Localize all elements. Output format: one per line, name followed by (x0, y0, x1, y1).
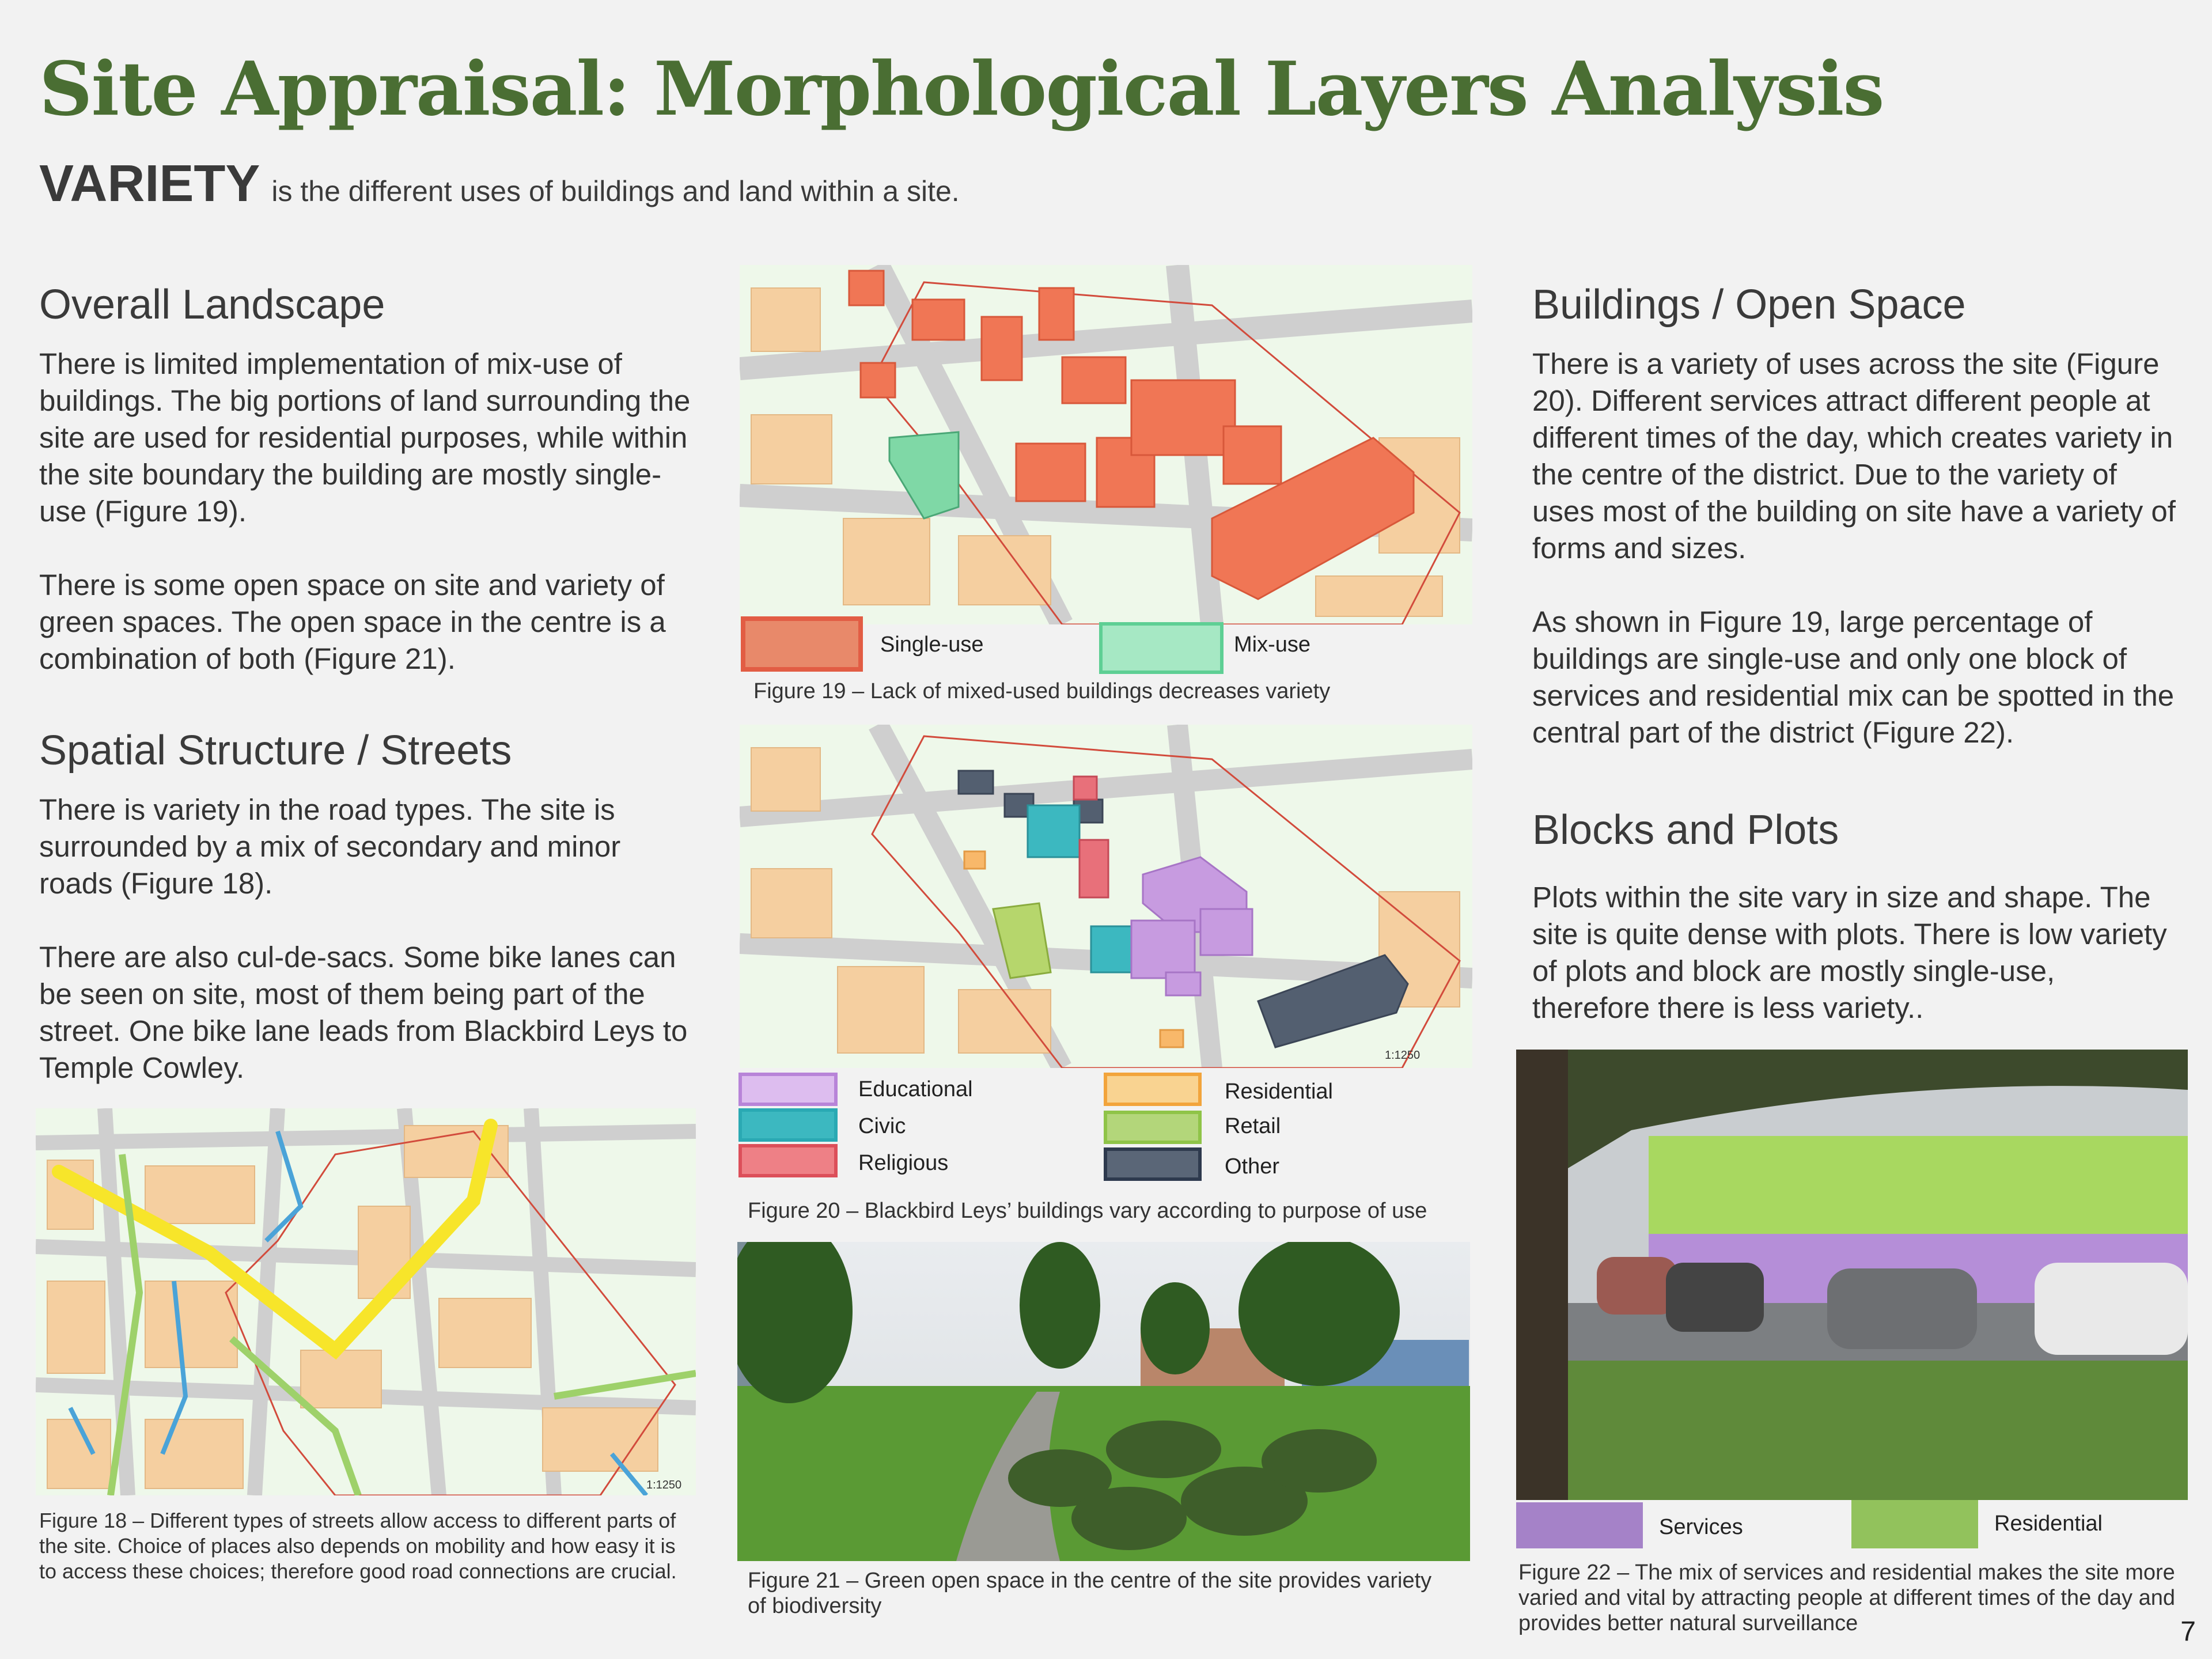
spatial-p1: There is variety in the road types. The site is surrounded by a mix of secondary and minor roads (Figure 18). (39, 793, 621, 900)
figure-21-caption: Figure 21 – Green open space in the centre of the site provides variety of biodiversity (748, 1569, 1432, 1618)
fig22-swatch-services (1516, 1502, 1643, 1548)
blocks-p1: Plots within the site vary in size and shape. The site is quite dense with plots. There is low variety of plots and block are mostly single-use, therefore there is less variety.. (1532, 881, 2167, 1024)
fig20-label-religious: Religious (858, 1151, 949, 1175)
blocks-plots-heading: Blocks and Plots (1532, 807, 1839, 853)
fig19-legend-swatch-single (741, 616, 863, 672)
figure-19-use-map (740, 265, 1472, 624)
fig20-swatch-retail (1104, 1111, 1202, 1144)
green-space-photo-svg (737, 1242, 1470, 1561)
fig20-label-educational: Educational (858, 1077, 973, 1101)
spatial-structure-text (39, 791, 702, 1123)
variety-definition (39, 154, 960, 214)
figure-20-caption: Figure 20 – Blackbird Leys’ buildings vary according to purpose of use (748, 1199, 1427, 1223)
spatial-p2: There are also cul-de-sacs. Some bike lanes can be seen on site, most of them being part of the street. One bike lane leads from Blackbird Leys to Temple Cowley. (39, 941, 688, 1084)
overall-p2: There is some open space on site and variety of green spaces. The open space in the centre is a combination of both (Figure 21). (39, 569, 666, 675)
figure-22-photo-mixed-use (1516, 1050, 2188, 1500)
figure-19-caption: Figure 19 – Lack of mixed-used buildings decreases variety (753, 679, 1331, 703)
figure-21-photo-green-space (737, 1242, 1470, 1561)
overall-landscape-heading: Overall Landscape (39, 282, 385, 328)
blocks-plots-text (1532, 879, 2177, 1063)
buildings-p2: As shown in Figure 19, large percentage of buildings are single-use and only one block of services and residential mix can be spotted in the central part of the district (Figure 22). (1532, 605, 2175, 749)
fig19-legend-label-single: Single-use (880, 632, 984, 657)
overall-landscape-text (39, 346, 702, 714)
purpose-map-svg (740, 725, 1472, 1068)
street-map-svg (36, 1108, 696, 1495)
buildings-p1: There is a variety of uses across the site (Figure 20). Different services attract different people at different times of the day, which creates variety in the centre of the district. Due to the variety of uses most of the building on site have a variety of forms and sizes. (1532, 347, 2176, 565)
overall-p1: There is limited implementation of mix-use of buildings. The big portions of land surrounding the site are used for residential purposes, while within the site boundary the building are mostly single-use (Figure 19). (39, 347, 691, 528)
fig18-scale: 1:1250 (646, 1479, 682, 1491)
mixed-use-photo-svg (1516, 1050, 2188, 1500)
fig19-legend-swatch-mix (1099, 622, 1224, 674)
figure-22-caption: Figure 22 – The mix of services and residential makes the site more varied and vital by attracting people at different times of the day and provides better natural surveillance (1518, 1560, 2175, 1635)
fig19-legend-label-mix: Mix-use (1234, 632, 1311, 657)
fig20-label-retail: Retail (1225, 1114, 1281, 1138)
spatial-structure-heading: Spatial Structure / Streets (39, 728, 512, 774)
figure-20-purpose-map (740, 725, 1472, 1068)
figure-18-caption: Figure 18 – Different types of streets allow access to different parts of the site. Choice of places also depends on mobility and how easy it is to access these choices; therefore good road connections are crucial. (39, 1509, 677, 1583)
fig20-label-civic: Civic (858, 1114, 906, 1138)
page-title: Site Appraisal: Morphological Layers Analysis (39, 46, 1884, 132)
variety-keyword: VARIETY (39, 155, 260, 213)
figure-18-street-map (36, 1108, 696, 1495)
fig20-swatch-religious (738, 1144, 838, 1177)
fig20-swatch-other (1104, 1147, 1202, 1181)
fig22-label-residential: Residential (1994, 1512, 2103, 1536)
use-map-svg (740, 265, 1472, 624)
fig20-label-other: Other (1225, 1154, 1280, 1179)
buildings-open-space-text (1532, 346, 2177, 788)
fig20-scale: 1:1250 (1385, 1049, 1421, 1062)
variety-text: is the different uses of buildings and land within a site. (271, 175, 960, 207)
fig22-swatch-residential (1851, 1500, 1978, 1548)
fig22-label-services: Services (1659, 1515, 1743, 1539)
buildings-open-space-heading: Buildings / Open Space (1532, 282, 1966, 328)
page-number: 7 (2180, 1616, 2196, 1647)
fig20-swatch-civic (738, 1108, 838, 1142)
fig20-swatch-residential (1104, 1073, 1202, 1106)
fig20-label-residential: Residential (1225, 1080, 1333, 1104)
fig20-swatch-educational (738, 1073, 838, 1106)
